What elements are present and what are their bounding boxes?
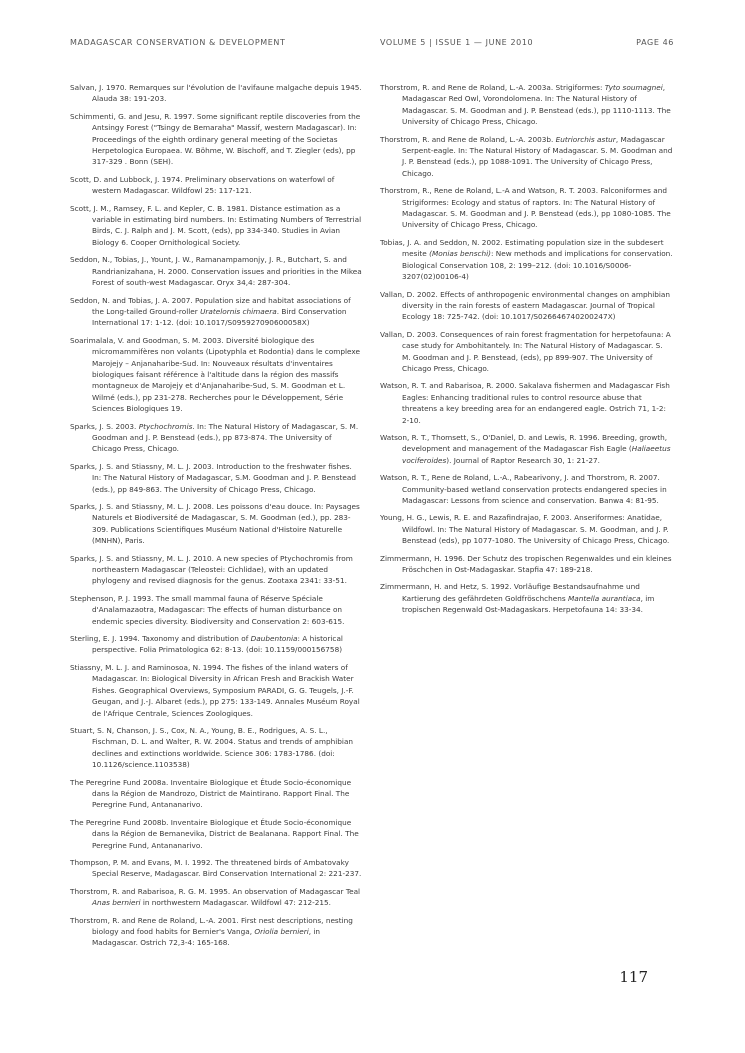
reference-text: Sparks, J. S. and Stiassny, M. L. J. 2010. A new species of Ptychochromis from northeastern Madagascar (Teleostei: Cichlidae), with an updated phylogeny and revised diagnosis for the genus. Zootaxa 2341: 33-51. (70, 553, 353, 586)
volume-issue: VOLUME 5 | ISSUE 1 — JUNE 2010 (380, 38, 534, 47)
reference-italic-text: Tyto soumagnei (604, 83, 663, 92)
reference-entry (380, 237, 673, 283)
reference-entry (380, 185, 673, 231)
reference-entry (70, 461, 363, 495)
reference-entry (380, 289, 673, 323)
reference-text: Stephenson, P. J. 1993. The small mammal fauna of Réserve Spéciale d'Analamazaotra, Madagascar: The effects of human disturbance on endemic species diversity. Biodiversity and Conservation 2: 603-615. (70, 593, 345, 626)
reference-entry (70, 633, 363, 656)
reference-text: Tobias, J. A. and Seddon, N. 2002. Estimating population size in the subdesert mesite (380, 237, 664, 259)
reference-text: Watson, R. T. and Rabarisoa, R. 2000. Sakalava fishermen and Madagascar Fish Eagles: Enhancing traditional rules to control resource abuse that threatens a key breeding area for an endangered eagle. Ostrich 71, 1-2: 2-10. (380, 381, 670, 425)
reference-italic-text: (Monias benschi) (429, 249, 492, 259)
reference-entry (70, 817, 363, 851)
reference-italic-text: Daubentonia (250, 634, 298, 644)
reference-text: , Madagascar Red Owl, Vorondolomena. In: The Natural History of Madagascar. S. M. Goodman and J. P. Benstead (eds.), pp 1110-1113. The University of Chicago Press, Chicago. (402, 83, 671, 127)
reference-text: Soarimalala, V. and Goodman, S. M. 2003. Diversité biologique des micromammifères non volants (Lipotyphla et Rodontia) dans le complexe Marojejy – Anjanaharibe-Sud. In: Nouveaux résultats d'inventaires biologiques faisant référence à l'altitude dans la région des massifs montagneux de Marojejy et d'Anjanaharibe-Sud, S. M. Goodman et L. Wilmé (eds.), pp 231-278. Recherches pour le Développement, Série Sciences Biologiques 19. (70, 335, 360, 414)
references-right-column (380, 82, 673, 622)
reference-text: in northwestern Madagascar. Wildfowl 47: 212-215. (140, 898, 331, 908)
reference-text: . In: The Natural History of Madagascar, S. M. Goodman and J. P. Benstead (eds.), pp 873-874. The University of Chicago Press, Chicago. (92, 421, 359, 454)
page-number: 117 (619, 968, 648, 986)
reference-text: ). Journal of Raptor Research 30, 1: 21-27. (446, 455, 601, 465)
reference-entry (70, 857, 363, 880)
reference-italic-text: Anas bernieri (92, 898, 141, 908)
reference-text: The Peregrine Fund 2008b. Inventaire Biologique et Étude Socio-économique dans la Région de Bemanevika, District de Bealanana. Rapport Final. The Peregrine Fund, Antananarivo. (70, 817, 359, 850)
reference-entry (380, 553, 673, 576)
reference-entry (380, 82, 673, 128)
reference-italic-text: Uratelornis chimaera (200, 306, 277, 316)
reference-text: Vallan, D. 2003. Consequences of rain forest fragmentation for herpetofauna: A case study for Ambohitantely. In: The Natural History of Madagascar. S. M. Goodman and J. P. Benstead, (eds), pp 899-907. The University of Chicago Press, Chicago. (380, 329, 671, 373)
reference-text: Zimmermann, H. 1996. Der Schutz des tropischen Regenwaldes und ein kleines Fröschchen in Ost-Madagaskar. Stapfia 47: 189-218. (380, 553, 672, 575)
reference-text: , im tropischen Regenwald Ost-Madagaskars. Herpetofauna 14: 33-34. (402, 593, 655, 615)
reference-text: The Peregrine Fund 2008a. Inventaire Biologique et Étude Socio-économique dans la Région de Mandrozo, District de Maintirano. Rapport Final. The Peregrine Fund, Antananarivo. (70, 777, 352, 810)
reference-entry (70, 777, 363, 811)
reference-text: , Madagascar Serpent-eagle. In: The Natural History of Madagascar. S. M. Goodman and J. P. Benstead (eds.), pp 1088-1091. The University of Chicago Press, Chicago. (402, 134, 673, 178)
references-left-column (70, 82, 363, 955)
reference-entry (70, 915, 363, 949)
reference-text: Seddon, N. and Tobias, J. A. 2007. Population size and habitat associations of the Long-tailed Ground-roller (70, 295, 351, 316)
reference-entry (380, 134, 673, 180)
reference-entry (70, 662, 363, 719)
reference-text: Sparks, J. S. and Stiassny, M. L. J. 2008. Les poissons d'eau douce. In: Paysages Naturels et Biodiversité de Madagascar, S. M. Goodman (ed.), pp. 283-309. Publications Scientifiques Muséum National d'Histoire Naturelle (MNHN), Paris. (70, 502, 360, 546)
header-page-label: PAGE 46 (636, 38, 674, 47)
reference-text: : A historical perspective. Folia Primatologica 62: 8-13. (doi: 10.1159/000156758) (92, 634, 343, 655)
reference-text: Salvan, J. 1970. Remarques sur l'évolution de l'avifaune malgache depuis 1945. Alauda 38: 191-203. (70, 83, 362, 104)
reference-entry (70, 203, 363, 249)
reference-text: , in Madagascar. Ostrich 72,3-4: 165-168. (92, 927, 321, 948)
reference-italic-text: Oriolia bernieri (254, 927, 309, 936)
reference-text: Watson, R. T., Thomsett, S., O'Daniel, D. and Lewis, R. 1996. Breeding, growth, development and management of the Madagascar Fish Eagle ( (380, 432, 668, 454)
reference-entry (380, 512, 673, 546)
reference-text: Watson, R. T., Rene de Roland, L.-A., Rabearivony, J. and Thorstrom, R. 2007. Community-based wetland conservation protects endangered species in Madagascar: Lessons from science and conservation. Banwa 4: 81-95. (380, 473, 667, 505)
reference-entry (380, 380, 673, 426)
reference-text: Stuart, S. N, Chanson, J. S., Cox, N. A., Young, B. E., Rodrigues, A. S. L., Fischman, D. L. and Walter, R. W. 2004. Status and trends of amphibian declines and extinctions worldwide. Science 306: 1783-1786. (doi: 10.1126/science.1103538) (70, 725, 354, 770)
reference-text: Thorstrom, R. and Rene de Roland, L.-A. 2001. First nest descriptions, nesting biology and food habits for Bernier's Vanga, (70, 915, 353, 936)
reference-entry (70, 553, 363, 587)
reference-text: Thorstrom, R. and Rene de Roland, L.-A. 2003b. (380, 134, 556, 144)
reference-entry (70, 886, 363, 909)
reference-text: Scott, J. M., Ramsey, F. L. and Kepler, C. B. 1981. Distance estimation as a variable in estimating bird numbers. In: Estimating Numbers of Terrestrial Birds, C. J. Ralph and J. M. Scott, (eds), pp 334-340. Studies in Avian Biology 6. Cooper Ornithological Society. (70, 203, 362, 247)
reference-text: Vallan, D. 2002. Effects of anthropogenic environmental changes on amphibian diversity in the rain forests of eastern Madagascar. Journal of Tropical Ecology 18: 725-742. (doi: 10.1017/S026646740200247X) (380, 289, 671, 322)
reference-entry (70, 501, 363, 547)
reference-entry (380, 472, 673, 506)
reference-text: Thompson, P. M. and Evans, M. I. 1992. The threatened birds of Ambatovaky Special Reserve, Madagascar. Bird Conservation International 2: 221-237. (70, 857, 362, 879)
reference-entry (70, 174, 363, 197)
reference-entry (70, 335, 363, 415)
reference-entry (70, 421, 363, 455)
reference-text: Young, H. G., Lewis, R. E. and Razafindrajao, F. 2003. Anseriformes: Anatidae, Wildfowl. In: The Natural History of Madagascar. S. M. Goodman, and J. P. Benstead (eds), pp 1077-1080. The University of Chicago Press, Chicago. (380, 513, 670, 546)
reference-text: Zimmermann, H. and Hetz, S. 1992. Vorläufige Bestandsaufnahme und Kartierung des gefährdeten Goldfröschchens (380, 582, 640, 603)
reference-entry (70, 254, 363, 288)
reference-text: Sparks, J. S. 2003. (70, 421, 139, 431)
reference-italic-text: Mantella aurantiaca (567, 593, 641, 603)
reference-entry (70, 593, 363, 627)
reference-text: Thorstrom, R., Rene de Roland, L.-A and Watson, R. T. 2003. Falconiformes and Strigiformes: Ecology and status of raptors. In: The Natural History of Madagascar. S. M. Goodman and J. P. Benstead (eds.), pp 1080-1085. The University of Chicago Press, Chicago. (380, 186, 671, 230)
reference-text: : New methods and implications for conservation. Biological Conservation 108, 2: 199–212. (doi: 10.1016/S0006-3207(02)00106-4) (402, 249, 673, 282)
reference-entry (380, 432, 673, 466)
reference-text: Stiassny, M. L. J. and Raminosoa, N. 1994. The fishes of the inland waters of Madagascar. In: Biological Diversity in African Fresh and Brackish Water Fishes. Geographical Overviews, Symposium PARADI, G. G. Teugels, J.-F. Geugan, and J.-J. Albaret (eds.), pp 275: 133-149. Annales Muséum Royal de l'Afrique Centrale, Sciences Zoologiques. (70, 662, 360, 718)
reference-italic-text: Eutriorchis astur (555, 134, 616, 144)
reference-entry (380, 581, 673, 615)
reference-entry (70, 111, 363, 168)
reference-italic-text: Ptychochromis (138, 421, 193, 431)
reference-entry (70, 295, 363, 329)
reference-text: Thorstrom, R. and Rene de Roland, L.-A. 2003a. Strigiformes: (380, 83, 605, 92)
reference-entry (70, 82, 363, 105)
reference-text: . Bird Conservation International 17: 1-12. (doi: 10.1017/S095927090600058X) (92, 306, 347, 328)
reference-text: Schimmenti, G. and Jesu, R. 1997. Some significant reptile discoveries from the Antsingy Forest ("Tsingy de Bemaraha" Massif, western Madagascar). In: Proceedings of the eighth ordinary general meeting of the Societas Herpetologica Europaea. W. Böhme, W. Bischoff, and T. Ziegler (eds), pp 317-329 . Bonn (SEH). (70, 111, 361, 167)
reference-italic-text: Haliaeetus vociferoides (402, 444, 671, 465)
reference-text: Scott, D. and Lubbock, J. 1974. Preliminary observations on waterfowl of western Madagascar. Wildfowl 25: 117-121. (70, 174, 335, 196)
reference-entry (380, 329, 673, 375)
journal-title: MADAGASCAR CONSERVATION & DEVELOPMENT (70, 38, 286, 47)
reference-text: Thorstrom, R. and Rabarisoa, R. G. M. 1995. An observation of Madagascar Teal (70, 886, 361, 896)
reference-text: Seddon, N., Tobias, J., Yount, J. W., Ramanampamonjy, J. R., Butchart, S. and Randrianizahana, H. 2000. Conservation issues and priorities in the Mikea Forest of south-west Madagascar. Oryx 34,4: 287-304. (70, 255, 362, 288)
reference-text: Sparks, J. S. and Stiassny, M. L. J. 2003. Introduction to the freshwater fishes. In: The Natural History of Madagascar, S.M. Goodman and J. P. Benstead (eds.), pp 849-863. The University of Chicago Press, Chicago. (70, 461, 356, 494)
reference-entry (70, 725, 363, 771)
reference-text: Sterling, E. J. 1994. Taxonomy and distribution of (70, 634, 251, 644)
